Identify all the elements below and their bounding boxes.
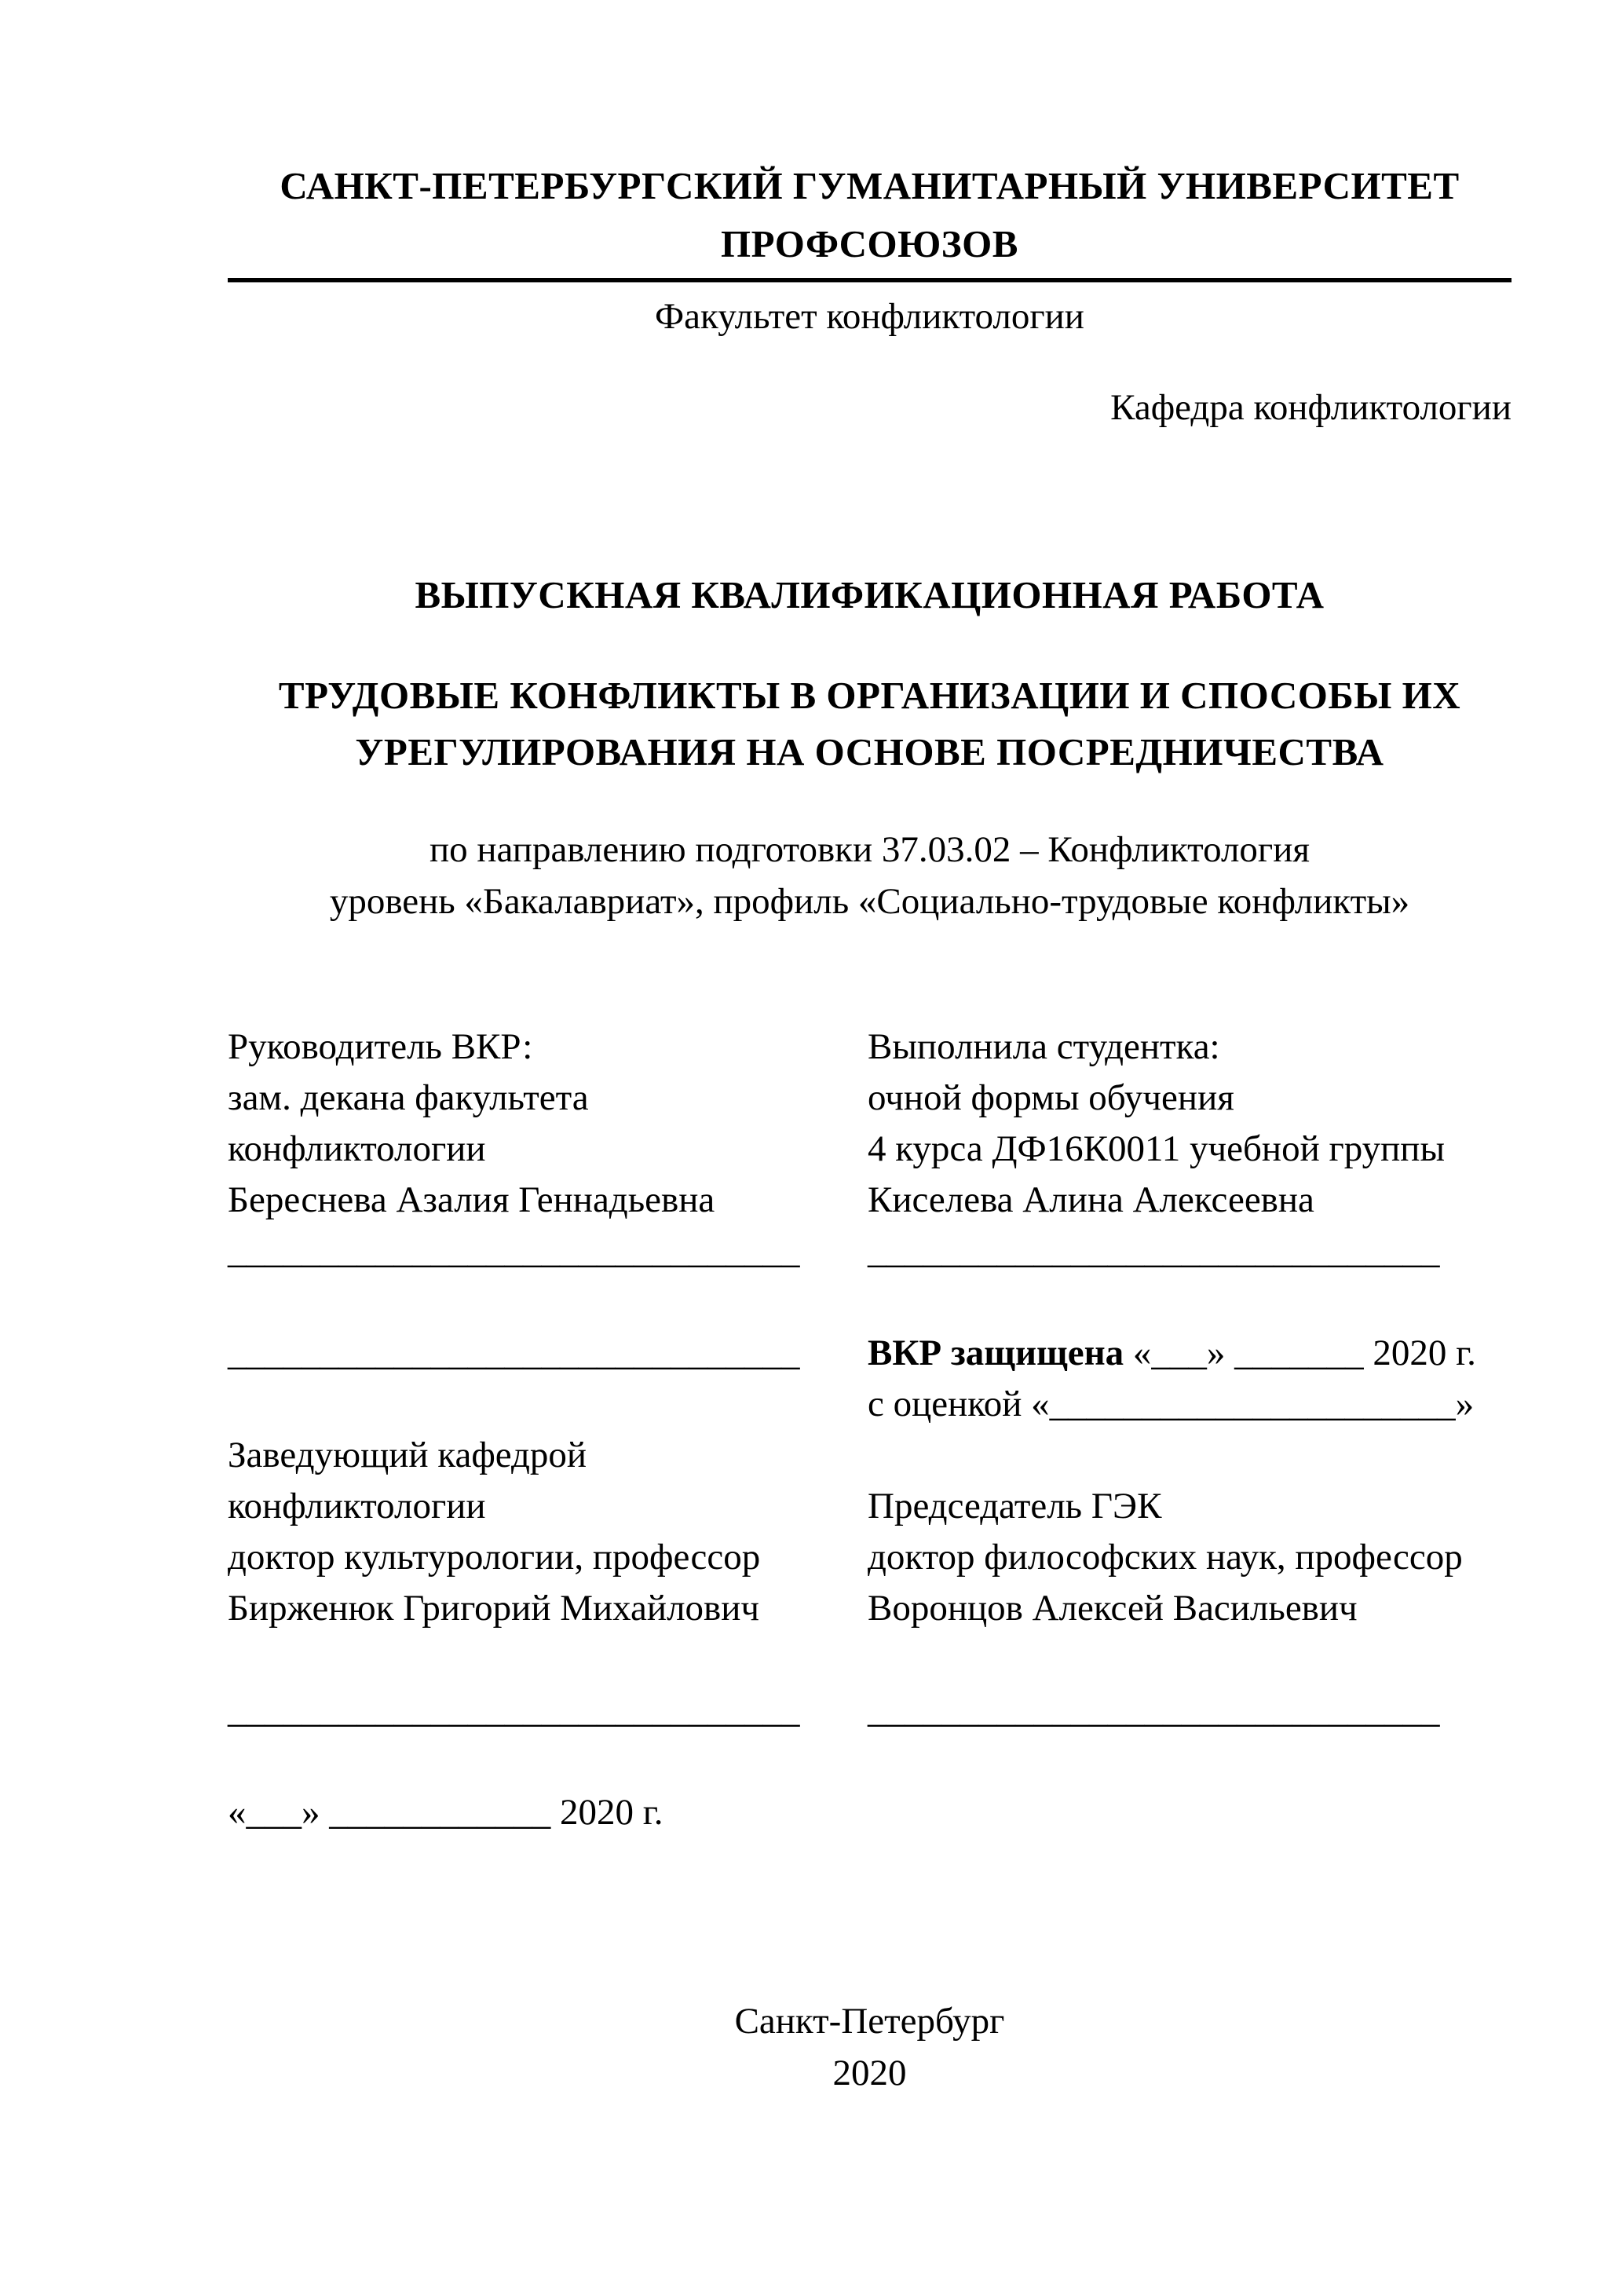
work-title-line1: ТРУДОВЫЕ КОНФЛИКТЫ В ОРГАНИЗАЦИИ И СПОСОБЫ ИХ [278, 674, 1461, 717]
student-name: Киселева Алина Алексеевна [868, 1179, 1314, 1220]
department-name: Кафедра конфликтологии [1110, 387, 1512, 428]
student-study-form: очной формы обучения [868, 1077, 1234, 1118]
supervisor-name: Береснева Азалия Геннадьевна [228, 1179, 715, 1220]
blank-cell [868, 1430, 1512, 1481]
defense-defended-label: ВКР защищена [868, 1333, 1124, 1373]
columns-row [228, 1226, 1512, 1277]
columns-row [228, 1328, 1512, 1379]
columns-row-blank [228, 1634, 1512, 1685]
blank-cell [228, 1736, 868, 1787]
columns-row [228, 1175, 1512, 1226]
columns-row [228, 1073, 1512, 1124]
columns-row [228, 1787, 1512, 1838]
columns-row [228, 1379, 1512, 1430]
student-label: Выполнила студентка: [868, 1026, 1220, 1067]
university-name-line1: САНКТ-ПЕТЕРБУРГСКИЙ ГУМАНИТАРНЫЙ УНИВЕРСИТЕТ [280, 164, 1460, 207]
columns-row-blank [228, 1736, 1512, 1787]
supervisor-position-line1: зам. декана факультета [228, 1077, 589, 1118]
footer-city: Санкт-Петербург [734, 2001, 1005, 2042]
chairman-degree: доктор философских наук, профессор [868, 1537, 1463, 1578]
student-group: 4 курса ДФ16К0011 учебной группы [868, 1128, 1446, 1169]
signature-columns [228, 1022, 1512, 1838]
columns-row-blank [228, 1277, 1512, 1328]
blank-cell [868, 1634, 1512, 1685]
columns-row [228, 1124, 1512, 1175]
program-info [228, 824, 1512, 927]
columns-row [228, 1481, 1512, 1532]
defense-defended-date-blank: «___» _______ 2020 г. [1124, 1333, 1476, 1373]
department-head-date-line: «___» ____________ 2020 г. [228, 1792, 663, 1833]
chairman-label: Председатель ГЭК [868, 1486, 1162, 1526]
defense-defended-line [868, 1328, 1512, 1379]
chairman-name: Воронцов Алексей Васильевич [868, 1588, 1358, 1629]
columns-row [228, 1430, 1512, 1481]
supervisor-signature-line: _______________________________ [228, 1230, 800, 1271]
blank-cell [228, 1634, 868, 1685]
blank-cell [868, 1787, 1512, 1838]
chairman-signature-line: _______________________________ [868, 1690, 1440, 1731]
department-head-degree: доктор культурологии, профессор [228, 1537, 761, 1578]
defense-grade-line: с оценкой «______________________» [868, 1384, 1475, 1424]
program-level-profile: уровень «Бакалавриат», профиль «Социально-трудовые конфликты» [329, 881, 1410, 922]
program-direction: по направлению подготовки 37.03.02 – Конфликтология [430, 829, 1310, 870]
columns-row [228, 1022, 1512, 1073]
department-head-signature-line: _______________________________ [228, 1690, 800, 1731]
department-head-name: Бирженюк Григорий Михайлович [228, 1588, 760, 1629]
header-divider-line [228, 278, 1512, 283]
footer-year: 2020 [832, 2053, 907, 2093]
work-title-line2: УРЕГУЛИРОВАНИЯ НА ОСНОВЕ ПОСРЕДНИЧЕСТВА [355, 730, 1384, 773]
university-name [228, 157, 1512, 273]
university-name-line2: ПРОФСОЮЗОВ [721, 222, 1018, 265]
columns-row [228, 1532, 1512, 1583]
work-type-heading: ВЫПУСКНАЯ КВАЛИФИКАЦИОННАЯ РАБОТА [415, 573, 1325, 616]
supervisor-label: Руководитель ВКР: [228, 1026, 533, 1067]
department-head-label-line1: Заведующий кафедрой [228, 1435, 587, 1475]
footer [228, 1995, 1512, 2099]
blank-cell [228, 1277, 868, 1328]
work-title [228, 667, 1512, 781]
blank-cell [228, 1379, 868, 1430]
columns-row [228, 1685, 1512, 1736]
faculty-name: Факультет конфликтологии [655, 296, 1084, 337]
columns-row [228, 1583, 1512, 1634]
department-head-label-line2: конфликтологии [228, 1486, 486, 1526]
student-signature-line: _______________________________ [868, 1230, 1440, 1271]
supervisor-position-line2: конфликтологии [228, 1128, 486, 1169]
supervisor-signature-line2: _______________________________ [228, 1333, 800, 1373]
blank-cell [868, 1736, 1512, 1787]
blank-cell [868, 1277, 1512, 1328]
